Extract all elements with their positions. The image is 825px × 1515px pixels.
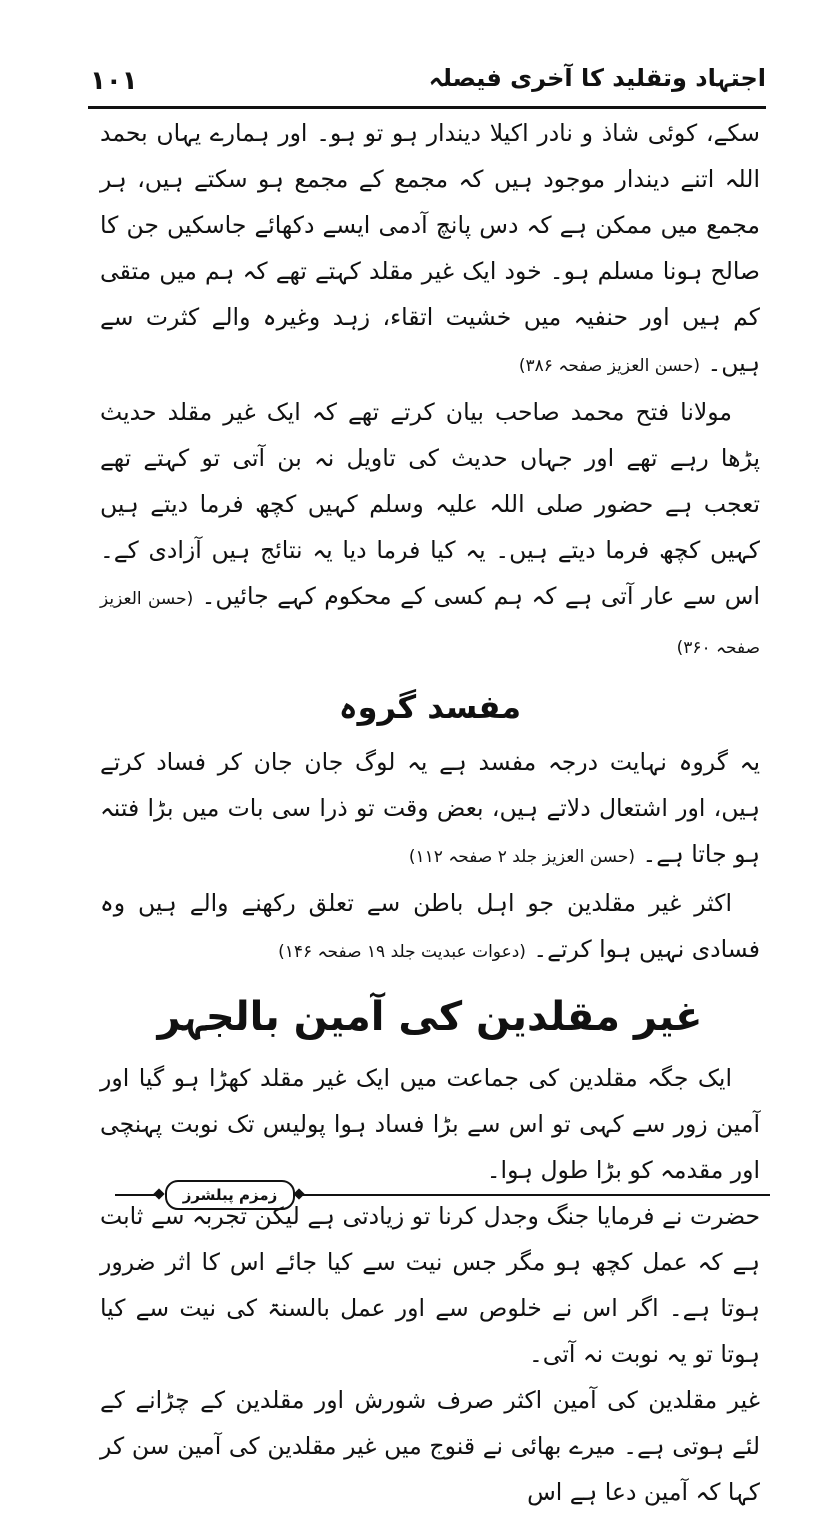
paragraph — [100, 110, 760, 389]
page-header — [88, 58, 766, 109]
footer-rule — [115, 1194, 159, 1196]
ornament-icon — [153, 1188, 164, 1199]
page-footer — [115, 1180, 770, 1210]
paragraph-text: غیر مقلدین کی آمین اکثر صرف شورش اور مقلدین کے چڑانے کے لئے ہوتی ہے۔ میرے بھائی نے قنوج میں غیر مقلدین کی آمین سن کر کہا کہ آمین دعا ہے اس — [100, 1386, 760, 1506]
paragraph-text: سکے، کوئی شاذ و نادر اکیلا دیندار ہو تو ہو۔ اور ہمارے یہاں بحمد اللہ اتنے دیندار موجود ہیں کہ مجمع کے مجمع ہو سکتے ہیں، ہر مجمع میں ممکن ہے کہ دس پانچ آدمی ایسے دکھائے جاسکیں جن کا صالح ہونا مسلم ہو۔ خود ایک غیر مقلد کہتے تھے کہ ہم میں متقی کم ہیں اور حنفیہ میں خشیت اتقاء، زہد وغیرہ والے کثرت سے ہیں۔ — [100, 119, 760, 377]
paragraph-text: مولانا فتح محمد صاحب بیان کرتے تھے کہ ایک غیر مقلد حدیث پڑھا رہے تھے اور جہاں حدیث کی تاویل نہ بن آتی تو کہتے تھے تعجب ہے حضور صلی اللہ علیہ وسلم کہیں کچھ فرما دیتے ہیں کہیں کچھ فرما دیتے ہیں۔ یہ کیا فرما دیا یہ نتائج ہیں آزادی کے۔ اس سے عار آتی ہے کہ ہم کسی کے محکوم کہے جائیں۔ — [100, 398, 760, 610]
page-body — [100, 110, 760, 1515]
paragraph — [100, 1055, 760, 1193]
paragraph — [100, 880, 760, 975]
paragraph — [100, 389, 760, 671]
section-heading: مفسد گروہ — [338, 688, 522, 726]
citation: (حسن العزیز جلد ۲ صفحہ ۱۱۲) — [408, 847, 635, 867]
paragraph-text: یہ گروہ نہایت درجہ مفسد ہے یہ لوگ جان جان کر فساد کرتے ہیں، اور اشتعال دلاتے ہیں، بعض وقت تو ذرا سی بات میں بڑا فتنہ ہو جاتا ہے۔ — [100, 748, 760, 868]
paragraph-text: ایک جگہ مقلدین کی جماعت میں ایک غیر مقلد کھڑا ہو گیا اور آمین زور سے کہی تو اس سے بڑا فساد ہوا پولیس تک نوبت پہنچی اور مقدمہ کو بڑا طول ہوا۔ — [100, 1064, 760, 1184]
section-heading: غیر مقلدین کی آمین بالجہر — [157, 994, 703, 1040]
citation: (حسن العزیز صفحہ ۳۶۰) — [100, 589, 760, 658]
paragraph — [100, 739, 760, 880]
paragraph — [100, 1193, 760, 1377]
paragraph-text: اکثر غیر مقلدین جو اہل باطن سے تعلق رکھنے والے ہیں وہ فسادی نہیں ہوا کرتے۔ — [100, 889, 760, 963]
paragraph — [100, 1377, 760, 1515]
publisher-badge: زمزم پبلشرز — [165, 1180, 295, 1210]
citation: (دعوات عبدیت جلد ۱۹ صفحہ ۱۴۶) — [278, 942, 526, 962]
running-title: اجتہاد وتقلید کا آخری فیصلہ — [428, 64, 766, 92]
citation: (حسن العزیز صفحہ ۳۸۶) — [518, 356, 700, 376]
page-number: ۱۰۱ — [90, 66, 138, 96]
paragraph-text: حضرت نے فرمایا جنگ وجدل کرنا تو زیادتی ہے لیکن تجربہ سے ثابت ہے کہ عمل کچھ ہو مگر جس نیت سے کیا جائے اس کا اثر ضرور ہوتا ہے۔ اگر اس نے خلوص سے اور عمل بالسنۃ کی نیت سے کیا ہوتا تو یہ نوبت نہ آتی۔ — [100, 1202, 760, 1368]
footer-rule — [297, 1194, 770, 1196]
